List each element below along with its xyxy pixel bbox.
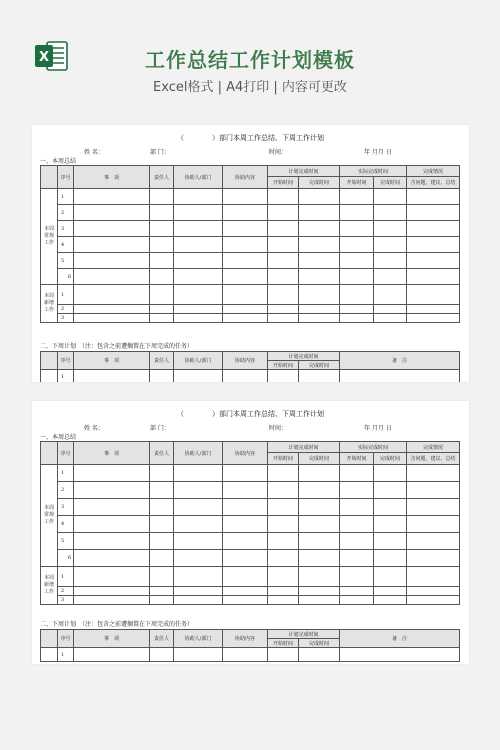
row-number: 1 (58, 465, 74, 482)
col-notes: 含问题、建议、总结 (407, 177, 460, 189)
row-number: 1 (58, 370, 74, 383)
section-next-week: 二、下周计划 （注：包含之前遭搁置在下周完成的任务） (40, 343, 194, 350)
col-assist: 协助人/部门 (174, 166, 223, 189)
plan-col-content: 协助内容 (223, 352, 268, 370)
name-label: 姓 名： (84, 149, 104, 156)
date-label: 年 月月 日 (364, 425, 392, 432)
plan-col-no: 序号 (58, 630, 74, 648)
plan-table (40, 351, 460, 382)
row-number: 4 (58, 237, 74, 253)
col-owner: 责任人 (150, 442, 174, 465)
row-number: 3 (58, 596, 74, 605)
date-label: 年 月月 日 (364, 149, 392, 156)
row-number: 6 (58, 550, 74, 567)
row-number: 5 (58, 533, 74, 550)
plan-col-start: 开始时间 (268, 361, 299, 370)
row-number: 1 (58, 285, 74, 305)
col-item: 事 项 (74, 166, 150, 189)
plan-col-assist: 协助人/部门 (174, 630, 223, 648)
row-number: 2 (58, 482, 74, 499)
group-regular-work: 本周 常规 工作 (41, 465, 58, 567)
col-actual-end: 完成时间 (374, 453, 407, 465)
plan-col-start: 开始时间 (268, 639, 299, 648)
excel-logo-letter: X (38, 50, 50, 65)
row-number: 3 (58, 221, 74, 237)
dept-label: 部 门： (150, 425, 170, 432)
col-assist: 协助人/部门 (174, 442, 223, 465)
row-number: 3 (58, 499, 74, 516)
plan-col-plan: 计划完成时间 (268, 352, 340, 361)
time-label: 时间： (269, 149, 288, 156)
row-number: 4 (58, 516, 74, 533)
dept-label: 部 门： (150, 149, 170, 156)
group-new-work: 本周 新增 工作 (41, 285, 58, 323)
col-actual-start: 开始时间 (340, 453, 374, 465)
plan-col-item: 事 项 (74, 352, 150, 370)
corner-cell (41, 166, 58, 189)
plan-col-assist: 协助人/部门 (174, 352, 223, 370)
form-title: （ ）部门本周工作总结、下周工作计划 (177, 134, 324, 142)
col-no: 序号 (58, 442, 74, 465)
plan-col-item: 事 项 (74, 630, 150, 648)
name-label: 姓 名： (84, 425, 104, 432)
col-owner: 责任人 (150, 166, 174, 189)
row-number: 1 (58, 189, 74, 205)
col-content: 协助内容 (223, 442, 268, 465)
plan-col-owner: 责任人 (150, 352, 174, 370)
col-plan: 计划完成时间 (268, 442, 340, 453)
page-header (0, 0, 500, 110)
section-this-week: 一、本周总结 (40, 434, 77, 441)
col-plan-start: 开始时间 (268, 453, 299, 465)
plan-col-owner: 责任人 (150, 630, 174, 648)
section-next-week: 二、下周计划 （注：包含之前遭搁置在下周完成的任务） (40, 621, 194, 628)
col-plan-end: 完成时间 (299, 177, 340, 189)
plan-col-no: 序号 (58, 352, 74, 370)
row-number: 2 (58, 587, 74, 596)
plan-table (40, 629, 460, 662)
sheet-preview-2 (32, 401, 469, 664)
group-new-work: 本周 新增 工作 (41, 567, 58, 605)
row-number: 1 (58, 648, 74, 662)
col-content: 协助内容 (223, 166, 268, 189)
col-plan-start: 开始时间 (268, 177, 299, 189)
plan-col-remark: 备 注 (340, 630, 460, 648)
summary-table (40, 441, 460, 605)
col-actual: 实际完成时间 (340, 442, 407, 453)
plan-col-content: 协助内容 (223, 630, 268, 648)
row-number: 2 (58, 305, 74, 314)
row-number: 2 (58, 205, 74, 221)
col-no: 序号 (58, 166, 74, 189)
time-label: 时间： (269, 425, 288, 432)
row-number: 5 (58, 253, 74, 269)
page-subtitle: Excel格式 | A4打印 | 内容可更改 (153, 80, 347, 95)
row-number: 3 (58, 314, 74, 323)
col-plan: 计划完成时间 (268, 166, 340, 177)
col-actual-start: 开始时间 (340, 177, 374, 189)
col-notes: 含问题、建议、总结 (407, 453, 460, 465)
page-title: 工作总结工作计划模板 (145, 48, 355, 72)
plan-col-end: 完成时间 (299, 361, 340, 370)
sheet-preview-1 (32, 125, 469, 382)
col-status: 完成情况 (407, 442, 460, 453)
col-actual-end: 完成时间 (374, 177, 407, 189)
plan-col-plan: 计划完成时间 (268, 630, 340, 639)
section-this-week: 一、本周总结 (40, 158, 77, 165)
col-actual: 实际完成时间 (340, 166, 407, 177)
col-plan-end: 完成时间 (299, 453, 340, 465)
row-number: 1 (58, 567, 74, 587)
plan-col-remark: 备 注 (340, 352, 460, 370)
form-title: （ ）部门本周工作总结、下周工作计划 (177, 410, 324, 418)
group-regular-work: 本周 常规 工作 (41, 189, 58, 285)
row-number: 6 (58, 269, 74, 285)
col-status: 完成情况 (407, 166, 460, 177)
plan-col-end: 完成时间 (299, 639, 340, 648)
summary-table (40, 165, 460, 323)
col-item: 事 项 (74, 442, 150, 465)
